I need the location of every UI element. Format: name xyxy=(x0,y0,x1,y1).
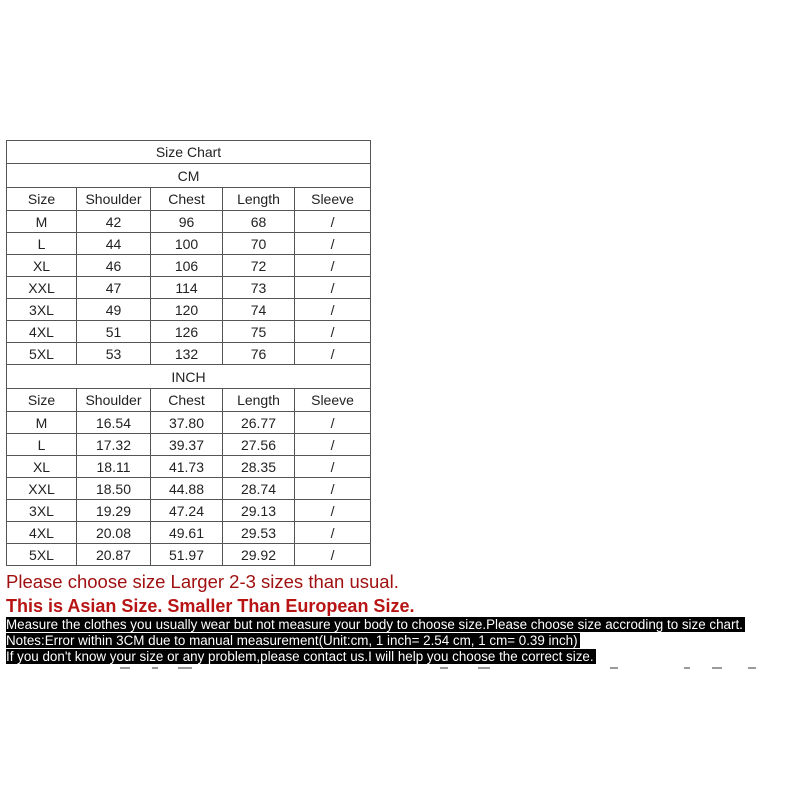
table-row xyxy=(7,299,371,321)
cell-chest: 41.73 xyxy=(151,456,223,478)
scan-artifact xyxy=(120,667,130,669)
cell-sleeve: / xyxy=(295,211,371,233)
cell-shoulder: 49 xyxy=(77,299,151,321)
cell-length: 73 xyxy=(223,277,295,299)
cell-chest: 114 xyxy=(151,277,223,299)
cell-sleeve: / xyxy=(295,343,371,365)
cell-size: XXL xyxy=(7,478,77,500)
cell-chest: 51.97 xyxy=(151,544,223,566)
column-header-shoulder: Shoulder xyxy=(77,389,151,412)
cell-sleeve: / xyxy=(295,434,371,456)
column-header-length: Length xyxy=(223,188,295,211)
cell-shoulder: 51 xyxy=(77,321,151,343)
cell-shoulder: 20.87 xyxy=(77,544,151,566)
table-row xyxy=(7,211,371,233)
cell-size: XL xyxy=(7,456,77,478)
cell-chest: 37.80 xyxy=(151,412,223,434)
table-row xyxy=(7,500,371,522)
cell-shoulder: 46 xyxy=(77,255,151,277)
cell-chest: 106 xyxy=(151,255,223,277)
cell-sleeve: / xyxy=(295,255,371,277)
column-header-sleeve: Sleeve xyxy=(295,188,371,211)
table-row xyxy=(7,522,371,544)
cell-length: 72 xyxy=(223,255,295,277)
cell-shoulder: 53 xyxy=(77,343,151,365)
cell-sleeve: / xyxy=(295,522,371,544)
cell-sleeve: / xyxy=(295,478,371,500)
scan-artifact xyxy=(440,667,448,669)
cell-sleeve: / xyxy=(295,321,371,343)
cell-shoulder: 18.11 xyxy=(77,456,151,478)
cell-chest: 96 xyxy=(151,211,223,233)
table-row xyxy=(7,478,371,500)
cell-sleeve: / xyxy=(295,412,371,434)
cell-shoulder: 44 xyxy=(77,233,151,255)
cell-sleeve: / xyxy=(295,500,371,522)
cell-chest: 120 xyxy=(151,299,223,321)
cell-size: L xyxy=(7,233,77,255)
cell-size: 3XL xyxy=(7,500,77,522)
cell-chest: 100 xyxy=(151,233,223,255)
cell-length: 29.13 xyxy=(223,500,295,522)
column-header-chest: Chest xyxy=(151,188,223,211)
table-row xyxy=(7,456,371,478)
cell-chest: 132 xyxy=(151,343,223,365)
cell-length: 28.74 xyxy=(223,478,295,500)
scan-artifact xyxy=(478,667,490,669)
scan-artifact xyxy=(712,667,722,669)
header-row xyxy=(7,389,371,412)
cell-chest: 126 xyxy=(151,321,223,343)
column-header-size: Size xyxy=(7,389,77,412)
header-row xyxy=(7,188,371,211)
table-row xyxy=(7,412,371,434)
size-chart-title: Size Chart xyxy=(7,141,371,164)
scan-artifact xyxy=(152,667,158,669)
cell-size: L xyxy=(7,434,77,456)
cell-chest: 47.24 xyxy=(151,500,223,522)
cell-length: 70 xyxy=(223,233,295,255)
asian-size-warning: This is Asian Size. Smaller Than European Size. xyxy=(6,596,415,616)
contact-note: If you don't know your size or any problem,please contact us.I will help you choose the correct size. xyxy=(6,649,594,664)
scan-artifact xyxy=(684,667,690,669)
cell-sleeve: / xyxy=(295,299,371,321)
cell-shoulder: 18.50 xyxy=(77,478,151,500)
column-header-chest: Chest xyxy=(151,389,223,412)
table-row xyxy=(7,343,371,365)
cell-sleeve: / xyxy=(295,233,371,255)
table-row xyxy=(7,434,371,456)
table-row xyxy=(7,277,371,299)
cell-shoulder: 16.54 xyxy=(77,412,151,434)
cell-length: 74 xyxy=(223,299,295,321)
cell-sleeve: / xyxy=(295,277,371,299)
size-advice-text: Please choose size Larger 2-3 sizes than usual. xyxy=(6,571,399,592)
table-row xyxy=(7,233,371,255)
unit-label: INCH xyxy=(7,365,371,389)
unit-label: CM xyxy=(7,164,371,188)
cell-length: 29.92 xyxy=(223,544,295,566)
cell-size: 5XL xyxy=(7,343,77,365)
measure-instructions: Measure the clothes you usually wear but not measure your body to choose size.Please choose size accroding to size chart. xyxy=(6,617,743,632)
cell-shoulder: 19.29 xyxy=(77,500,151,522)
cell-shoulder: 47 xyxy=(77,277,151,299)
cell-chest: 49.61 xyxy=(151,522,223,544)
table-row xyxy=(7,544,371,566)
cell-size: 5XL xyxy=(7,544,77,566)
table-row xyxy=(7,321,371,343)
cell-shoulder: 42 xyxy=(77,211,151,233)
cell-length: 29.53 xyxy=(223,522,295,544)
column-header-size: Size xyxy=(7,188,77,211)
cell-length: 76 xyxy=(223,343,295,365)
scan-artifact xyxy=(748,667,756,669)
unit-row xyxy=(7,365,371,389)
cell-size: XXL xyxy=(7,277,77,299)
size-chart-table xyxy=(6,140,371,566)
cell-shoulder: 20.08 xyxy=(77,522,151,544)
cell-chest: 39.37 xyxy=(151,434,223,456)
column-header-sleeve: Sleeve xyxy=(295,389,371,412)
cell-size: 4XL xyxy=(7,321,77,343)
scan-artifact xyxy=(610,667,618,669)
column-header-length: Length xyxy=(223,389,295,412)
cell-chest: 44.88 xyxy=(151,478,223,500)
cell-size: M xyxy=(7,412,77,434)
cell-length: 75 xyxy=(223,321,295,343)
cell-length: 28.35 xyxy=(223,456,295,478)
cell-size: 3XL xyxy=(7,299,77,321)
cell-size: M xyxy=(7,211,77,233)
cell-size: 4XL xyxy=(7,522,77,544)
measurement-error-note: Notes:Error within 3CM due to manual measurement(Unit:cm, 1 inch= 2.54 cm, 1 cm= 0.39 inch) xyxy=(6,633,578,648)
size-chart-body xyxy=(7,141,371,566)
cell-length: 26.77 xyxy=(223,412,295,434)
cell-shoulder: 17.32 xyxy=(77,434,151,456)
table-row xyxy=(7,255,371,277)
cell-size: XL xyxy=(7,255,77,277)
column-header-shoulder: Shoulder xyxy=(77,188,151,211)
cell-sleeve: / xyxy=(295,544,371,566)
scan-artifact xyxy=(178,667,192,669)
cell-sleeve: / xyxy=(295,456,371,478)
title-row xyxy=(7,141,371,164)
cell-length: 27.56 xyxy=(223,434,295,456)
unit-row xyxy=(7,164,371,188)
cell-length: 68 xyxy=(223,211,295,233)
